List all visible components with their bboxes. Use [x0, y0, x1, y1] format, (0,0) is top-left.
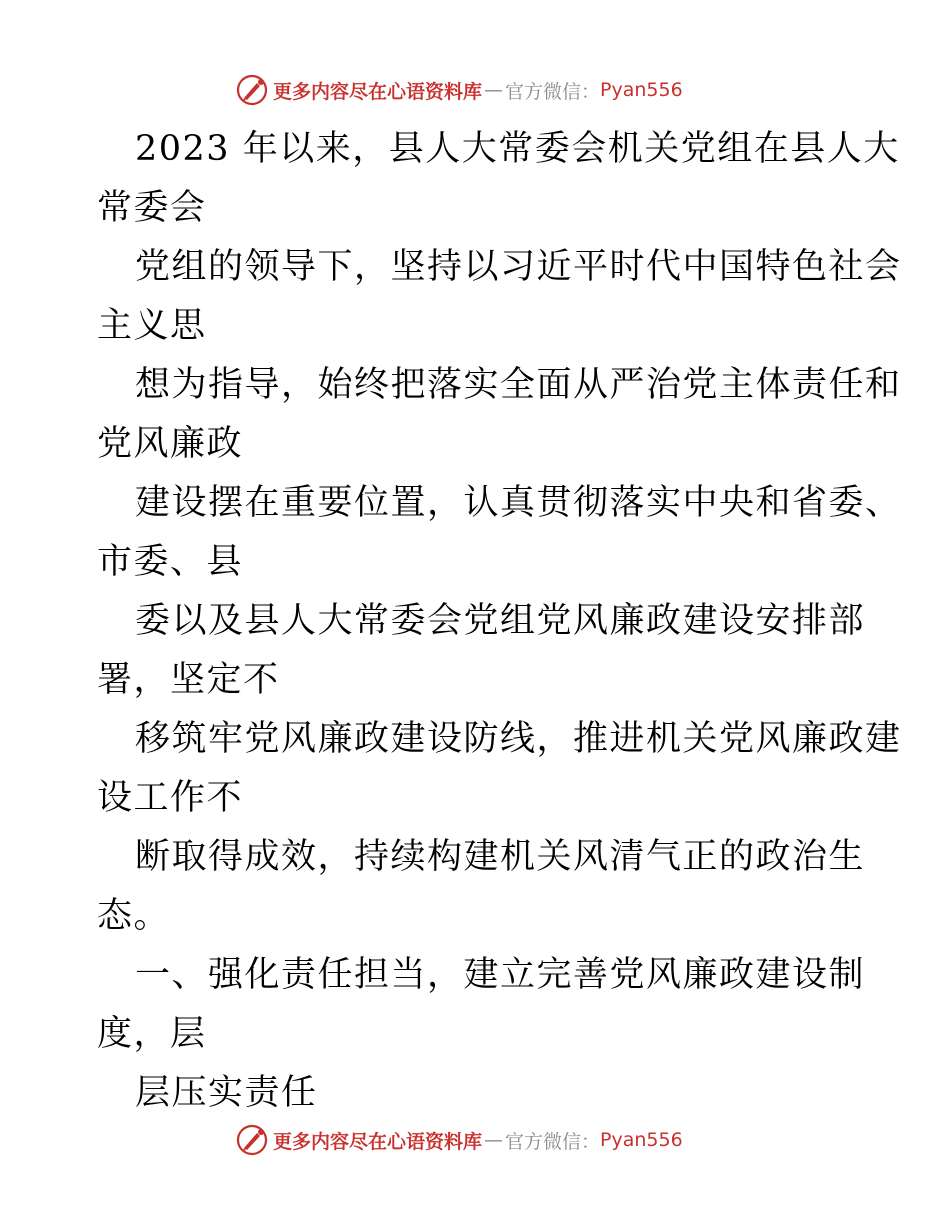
watermark-wechat-id: Pyan556	[600, 79, 683, 101]
text-line: 态。	[97, 896, 171, 936]
text-line: 移筑牢党风廉政建设防线，推进机关党风廉政建	[135, 719, 902, 759]
watermark-main-text: 更多内容尽在心语资料库	[273, 1130, 483, 1153]
document-body	[97, 120, 902, 1123]
text-line: 2023 年以来，县人大常委会机关党组在县人大	[135, 129, 900, 169]
footer-watermark	[235, 1120, 715, 1160]
watermark-label: 官方微信：	[505, 80, 601, 103]
watermark-dash: —	[484, 1129, 504, 1151]
text-line: 主义思	[97, 306, 207, 346]
text-line: 市委、县	[97, 542, 244, 582]
section-heading-line: 层压实责任	[135, 1073, 318, 1113]
section-heading-line: 一、强化责任担当，建立完善党风廉政建设制	[135, 955, 866, 995]
text-line: 委以及县人大常委会党组党风廉政建设安排部	[135, 601, 866, 641]
watermark-main-text: 更多内容尽在心语资料库	[273, 80, 483, 103]
text-line: 党组的领导下，坚持以习近平时代中国特色社会	[135, 247, 902, 287]
pen-logo-icon	[235, 1123, 269, 1157]
text-line: 常委会	[97, 188, 207, 228]
text-line: 断取得成效，持续构建机关风清气正的政治生	[135, 837, 866, 877]
text-line: 设工作不	[97, 778, 244, 818]
section-heading-line: 度，层	[97, 1014, 207, 1054]
text-line: 署，坚定不	[97, 660, 280, 700]
watermark-wechat-id: Pyan556	[600, 1129, 683, 1151]
text-line: 党风廉政	[97, 424, 244, 464]
text-line: 想为指导，始终把落实全面从严治党主体责任和	[135, 365, 902, 405]
watermark-dash: —	[484, 79, 504, 101]
header-watermark	[235, 70, 715, 110]
text-line: 建设摆在重要位置，认真贯彻落实中央和省委、	[135, 483, 902, 523]
pen-logo-icon	[235, 73, 269, 107]
watermark-label: 官方微信：	[505, 1130, 601, 1153]
